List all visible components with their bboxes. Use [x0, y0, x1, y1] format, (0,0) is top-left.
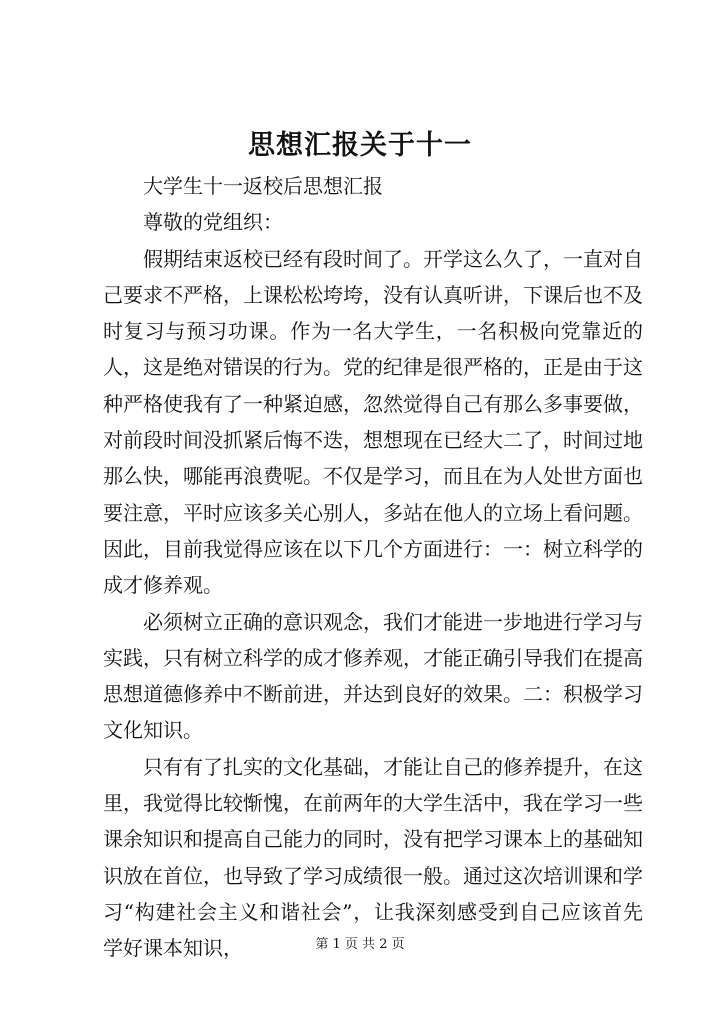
body-paragraph-1: 假期结束返校已经有段时间了。开学这么久了，一直对自己要求不严格，上课松松垮垮，没有认真听讲，下课后也不及时复习与预习功课。作为一名大学生，一名积极向党靠近的人，这是绝对错误的行为。党的纪律是很严格的，正是由于这种严格使我有了一种紧迫感，忽然觉得自己有那么多事要做，对前段时间没抓紧后悔不迭，想想现在已经大二了，时间过地那么快，哪能再浪费呢。不仅是学习，而且在为人处世方面也要注意，平时应该多关心别人，多站在他人的立场上看问题。因此，目前我觉得应该在以下几个方面进行：一：树立科学的成才修养观。 [103, 246, 643, 598]
document-body [103, 168, 643, 967]
page-footer: 第 1 页 共 2 页 [315, 937, 405, 952]
body-paragraph-3: 只有有了扎实的文化基础，才能让自己的修养提升，在这里，我觉得比较惭愧，在前两年的大学生活中，我在学习一些课余知识和提高自己能力的同时，没有把学习课本上的基础知识放在首位，也导致了学习成绩很一般。通过这次培训课和学习“构建社会主义和谐社会”，让我深刻感受到自己应该首先学好课本知识， [103, 754, 643, 961]
salutation: 尊敬的党组织： [143, 210, 283, 235]
document-title: 思想汇报关于十一 [248, 130, 472, 161]
body-paragraph-2: 必须树立正确的意识观念，我们才能进一步地进行学习与实践，只有树立科学的成才修养观，才能正确引导我们在提高思想道德修养中不断前进，并达到良好的效果。二：积极学习文化知识。 [103, 609, 643, 743]
report-subtitle: 大学生十一返校后思想汇报 [143, 174, 383, 198]
